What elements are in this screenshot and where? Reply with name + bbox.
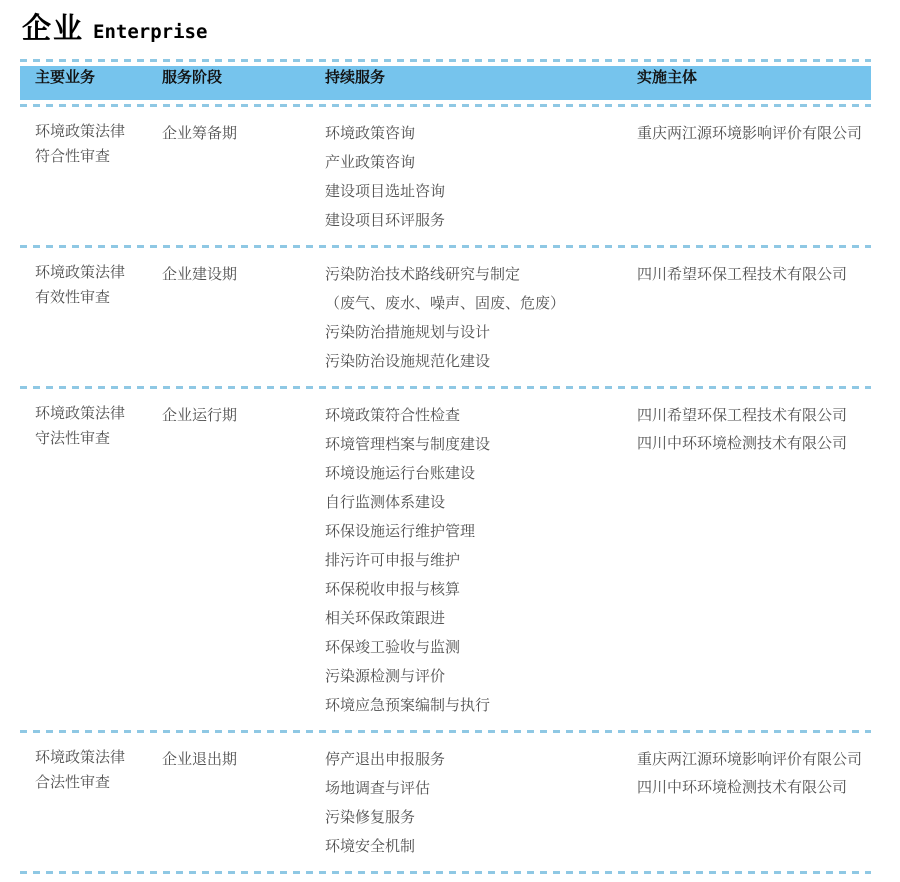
cell-implementing-entity bbox=[637, 745, 871, 801]
column-header-implementing-entity: 实施主体 bbox=[637, 68, 698, 86]
divider bbox=[20, 59, 871, 62]
main-business-line: 有效性审查 bbox=[35, 288, 111, 306]
provider-name: 重庆两江源环境影响评价有限公司 bbox=[637, 750, 863, 768]
services-table bbox=[20, 59, 871, 874]
main-business-line: 环境政策法律 bbox=[35, 404, 126, 422]
divider bbox=[20, 871, 871, 874]
cell-main-business bbox=[35, 401, 162, 451]
column-header-service-stage: 服务阶段 bbox=[162, 68, 223, 86]
page-title-chinese: 企业 bbox=[22, 11, 85, 45]
table-header-row bbox=[20, 66, 871, 100]
service-item: 停产退出申报服务 bbox=[325, 750, 446, 768]
cell-service-stage bbox=[162, 745, 325, 774]
service-item: 污染防治设施规范化建设 bbox=[325, 352, 491, 370]
cell-service-stage bbox=[162, 260, 325, 289]
service-item: 环境安全机制 bbox=[325, 837, 416, 855]
service-item: 污染防治措施规划与设计 bbox=[325, 323, 491, 341]
cell-continuous-services bbox=[325, 119, 637, 235]
cell-service-stage bbox=[162, 401, 325, 430]
service-item: 环境应急预案编制与执行 bbox=[325, 696, 491, 714]
cell-implementing-entity bbox=[637, 401, 871, 457]
service-item: 环保税收申报与核算 bbox=[325, 580, 461, 598]
service-item: 环境设施运行台账建设 bbox=[325, 464, 476, 482]
main-business-line: 环境政策法律 bbox=[35, 122, 126, 140]
page-title bbox=[22, 6, 900, 45]
service-item: 环境政策符合性检查 bbox=[325, 406, 461, 424]
service-item: 环境政策咨询 bbox=[325, 124, 416, 142]
service-item: 产业政策咨询 bbox=[325, 153, 416, 171]
service-item: 建设项目环评服务 bbox=[325, 211, 446, 229]
cell-implementing-entity bbox=[637, 119, 871, 147]
cell-main-business bbox=[35, 745, 162, 795]
service-item: 建设项目选址咨询 bbox=[325, 182, 446, 200]
service-item: （废气、废水、噪声、固废、危废） bbox=[325, 294, 566, 312]
table-row bbox=[20, 389, 871, 730]
provider-name: 四川中环环境检测技术有限公司 bbox=[637, 434, 848, 452]
column-header-continuous-services: 持续服务 bbox=[325, 68, 386, 86]
table-row bbox=[20, 107, 871, 245]
service-item: 环保设施运行维护管理 bbox=[325, 522, 476, 540]
service-stage: 企业筹备期 bbox=[162, 124, 238, 142]
service-item: 相关环保政策跟进 bbox=[325, 609, 446, 627]
service-stage: 企业建设期 bbox=[162, 265, 238, 283]
cell-main-business bbox=[35, 260, 162, 310]
service-item: 环境管理档案与制度建设 bbox=[325, 435, 491, 453]
cell-continuous-services bbox=[325, 745, 637, 861]
cell-continuous-services bbox=[325, 401, 637, 720]
table-row bbox=[20, 248, 871, 386]
page-title-english: Enterprise bbox=[93, 21, 208, 43]
main-business-line: 合法性审查 bbox=[35, 773, 111, 791]
provider-name: 重庆两江源环境影响评价有限公司 bbox=[637, 124, 863, 142]
main-business-line: 环境政策法律 bbox=[35, 263, 126, 281]
cell-main-business bbox=[35, 119, 162, 169]
provider-name: 四川中环环境检测技术有限公司 bbox=[637, 778, 848, 796]
provider-name: 四川希望环保工程技术有限公司 bbox=[637, 265, 848, 283]
provider-name: 四川希望环保工程技术有限公司 bbox=[637, 406, 848, 424]
main-business-line: 环境政策法律 bbox=[35, 748, 126, 766]
service-item: 环保竣工验收与监测 bbox=[325, 638, 461, 656]
service-item: 自行监测体系建设 bbox=[325, 493, 446, 511]
service-stage: 企业退出期 bbox=[162, 750, 238, 768]
column-header-main-business: 主要业务 bbox=[35, 68, 96, 86]
cell-implementing-entity bbox=[637, 260, 871, 288]
service-item: 排污许可申报与维护 bbox=[325, 551, 461, 569]
main-business-line: 守法性审查 bbox=[35, 429, 111, 447]
service-stage: 企业运行期 bbox=[162, 406, 238, 424]
service-item: 污染源检测与评价 bbox=[325, 667, 446, 685]
cell-service-stage bbox=[162, 119, 325, 148]
service-item: 污染防治技术路线研究与制定 bbox=[325, 265, 521, 283]
service-item: 污染修复服务 bbox=[325, 808, 416, 826]
main-business-line: 符合性审查 bbox=[35, 147, 111, 165]
service-item: 场地调查与评估 bbox=[325, 779, 431, 797]
table-row bbox=[20, 733, 871, 871]
cell-continuous-services bbox=[325, 260, 637, 376]
